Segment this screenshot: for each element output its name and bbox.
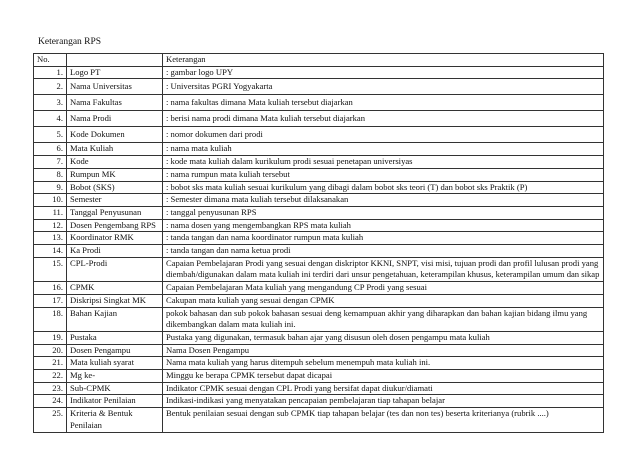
table-row [34, 370, 604, 383]
row-number: 25. [34, 408, 67, 432]
header-item [67, 54, 163, 67]
row-item: CPL-Prodi [67, 257, 163, 281]
row-keterangan: : nama fakultas dimana Mata kuliah tersebut diajarkan [163, 95, 604, 111]
row-item: Koordinator RMK [67, 232, 163, 245]
row-number: 14. [34, 245, 67, 258]
row-number: 10. [34, 194, 67, 207]
table-row [34, 294, 604, 307]
row-item: Logo PT [67, 66, 163, 79]
row-number: 20. [34, 344, 67, 357]
row-keterangan: : nama dosen yang mengembangkan RPS mata kuliah [163, 219, 604, 232]
row-keterangan: : nama rumpun mata kuliah tersebut [163, 168, 604, 181]
table-row [34, 127, 604, 143]
row-keterangan: Pustaka yang digunakan, termasuk bahan ajar yang disusun oleh dosen pengampu mata kuliah [163, 331, 604, 344]
row-number: 4. [34, 111, 67, 127]
row-number: 5. [34, 127, 67, 143]
row-item: Nama Universitas [67, 79, 163, 95]
row-number: 6. [34, 143, 67, 156]
table-row [34, 245, 604, 258]
row-keterangan: : Universitas PGRI Yogyakarta [163, 79, 604, 95]
row-keterangan: pokok bahasan dan sub pokok bahasan sesuai deng kemampuan akhir yang diharapkan dan bahan kajian bidang ilmu yang dikembangkan dalam mata kuliah ini. [163, 307, 604, 331]
row-number: 23. [34, 382, 67, 395]
row-item: Tanggal Penyusunan [67, 206, 163, 219]
row-item: Nama Fakultas [67, 95, 163, 111]
row-keterangan: Indikasi-indikasi yang menyatakan pencapaian pembelajaran tiap tahapan belajar [163, 395, 604, 408]
row-item: Kode [67, 156, 163, 169]
row-keterangan: Capaian Pembelajaran Prodi yang sesuai dengan diskriptor KKNI, SNPT, visi misi, tujuan prodi dan profil lulusan prodi yang diembah/digunakan dalam mata kuliah ini terdiri dari unsur pengetahuan, keterampilan khusus, keterampilan umum dan sikap [163, 257, 604, 281]
row-keterangan: : tanda tangan dan nama koordinator rumpun mata kuliah [163, 232, 604, 245]
row-item: Indikator Penilaian [67, 395, 163, 408]
row-number: 21. [34, 357, 67, 370]
row-item: Kriteria & Bentuk Penilaian [67, 408, 163, 432]
row-number: 7. [34, 156, 67, 169]
row-number: 19. [34, 331, 67, 344]
row-keterangan: : berisi nama prodi dimana Mata kuliah tersebut diajarkan [163, 111, 604, 127]
table-row [34, 357, 604, 370]
row-number: 1. [34, 66, 67, 79]
row-keterangan: Capaian Pembelajaran Mata kuliah yang mengandung CP Prodi yang sesuai [163, 282, 604, 295]
row-number: 13. [34, 232, 67, 245]
row-keterangan: Nama Dosen Pengampu [163, 344, 604, 357]
row-number: 3. [34, 95, 67, 111]
row-item: Kode Dokumen [67, 127, 163, 143]
row-number: 11. [34, 206, 67, 219]
row-item: Diskripsi Singkat MK [67, 294, 163, 307]
header-no: No. [34, 54, 67, 67]
table-row [34, 156, 604, 169]
row-item: Mata Kuliah [67, 143, 163, 156]
row-number: 17. [34, 294, 67, 307]
row-keterangan: Bentuk penilaian sesuai dengan sub CPMK tiap tahapan belajar (tes dan non tes) beserta kriterianya (rubrik ....) [163, 408, 604, 432]
table-row [34, 307, 604, 331]
header-keterangan: Keterangan [163, 54, 604, 67]
row-item: Ka Prodi [67, 245, 163, 258]
row-keterangan: : nama mata kuliah [163, 143, 604, 156]
row-number: 22. [34, 370, 67, 383]
row-keterangan: Cakupan mata kuliah yang sesuai dengan CPMK [163, 294, 604, 307]
table-header-row [34, 54, 604, 67]
table-row [34, 143, 604, 156]
row-item: Dosen Pengampu [67, 344, 163, 357]
row-number: 15. [34, 257, 67, 281]
row-item: Bobot (SKS) [67, 181, 163, 194]
row-keterangan: : tanda tangan dan nama ketua prodi [163, 245, 604, 258]
table-row [34, 395, 604, 408]
row-number: 24. [34, 395, 67, 408]
row-keterangan: Indikator CPMK sesuai dengan CPL Prodi yang bersifat dapat diukur/diamati [163, 382, 604, 395]
row-item: Dosen Pengembang RPS [67, 219, 163, 232]
row-item: Semester [67, 194, 163, 207]
row-number: 2. [34, 79, 67, 95]
row-number: 9. [34, 181, 67, 194]
row-item: Rumpun MK [67, 168, 163, 181]
row-item: CPMK [67, 282, 163, 295]
row-keterangan: : bobot sks mata kuliah sesuai kurikulum yang dibagi dalam bobot sks teori (T) dan bobot sks Praktik (P) [163, 181, 604, 194]
table-row [34, 168, 604, 181]
row-keterangan: Minggu ke berapa CPMK tersebut dapat dicapai [163, 370, 604, 383]
table-row [34, 282, 604, 295]
row-item: Nama Prodi [67, 111, 163, 127]
keterangan-table [33, 53, 604, 433]
table-row [34, 111, 604, 127]
table-row [34, 408, 604, 432]
row-item: Pustaka [67, 331, 163, 344]
table-row [34, 257, 604, 281]
row-keterangan: : kode mata kuliah dalam kurikulum prodi sesuai penetapan universiyas [163, 156, 604, 169]
page-title: Keterangan RPS [38, 37, 102, 47]
table-row [34, 66, 604, 79]
row-number: 12. [34, 219, 67, 232]
row-number: 8. [34, 168, 67, 181]
row-number: 18. [34, 307, 67, 331]
table-row [34, 232, 604, 245]
table-row [34, 331, 604, 344]
table-row [34, 181, 604, 194]
row-number: 16. [34, 282, 67, 295]
row-keterangan: : gambar logo UPY [163, 66, 604, 79]
row-keterangan: : nomor dokumen dari prodi [163, 127, 604, 143]
row-keterangan: Nama mata kuliah yang harus ditempuh sebelum menempuh mata kuliah ini. [163, 357, 604, 370]
row-keterangan: : Semester dimana mata kuliah tersebut dilaksanakan [163, 194, 604, 207]
table-row [34, 344, 604, 357]
table-row [34, 206, 604, 219]
table-row [34, 95, 604, 111]
row-keterangan: : tanggal penyusunan RPS [163, 206, 604, 219]
table-row [34, 219, 604, 232]
row-item: Sub-CPMK [67, 382, 163, 395]
table-row [34, 382, 604, 395]
table-row [34, 194, 604, 207]
row-item: Mata kuliah syarat [67, 357, 163, 370]
row-item: Bahan Kajian [67, 307, 163, 331]
row-item: Mg ke- [67, 370, 163, 383]
table-row [34, 79, 604, 95]
